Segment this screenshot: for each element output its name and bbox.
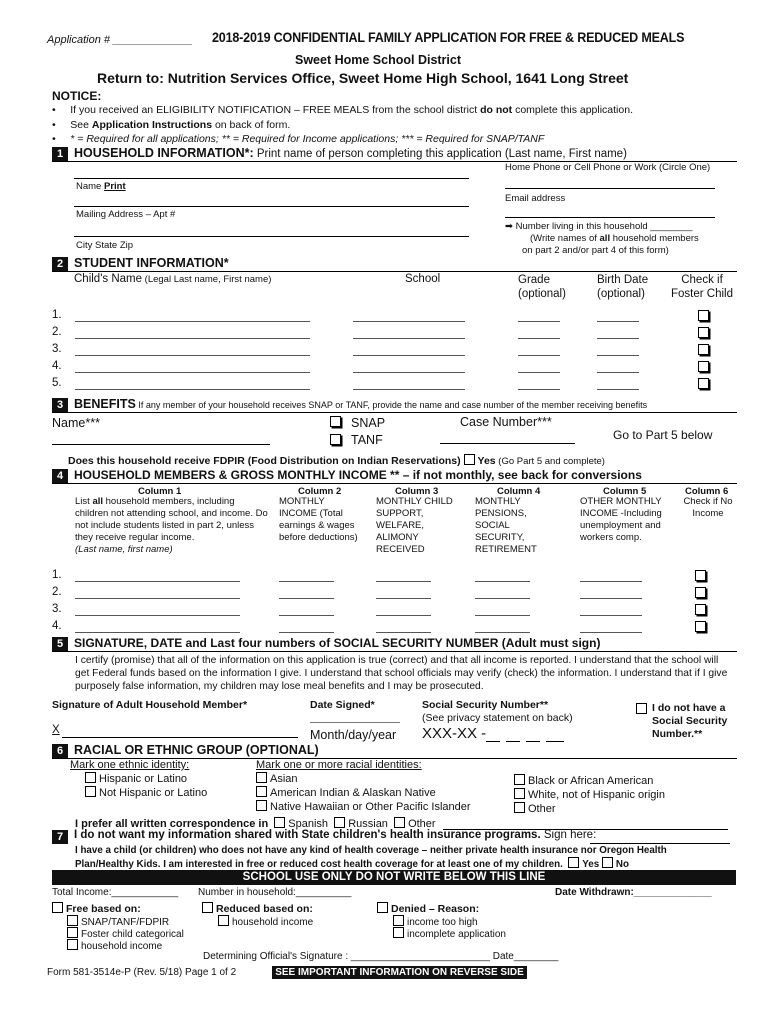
birth-date-field[interactable] [597,321,639,322]
ethnic-option-1[interactable]: Hispanic or Latino [85,772,187,785]
reduced-checkbox[interactable] [202,902,213,913]
other-income-field[interactable] [580,598,642,599]
checkbox[interactable] [256,800,267,811]
ssn-note: (See privacy statement on back) [422,712,573,724]
child-name-field[interactable] [75,338,310,339]
birth-date-field[interactable] [597,355,639,356]
racial-option-asian[interactable]: Asian [256,772,298,785]
notice-item-2: • See Application Instructions on back of form. [52,119,291,131]
child-name-field[interactable] [75,372,310,373]
checkbox[interactable] [393,915,404,926]
mailing-address-field[interactable] [74,206,469,207]
member-name-field[interactable] [75,632,240,633]
grade-field[interactable] [518,321,560,322]
pension-field[interactable] [475,581,530,582]
grade-header: Grade (optional) [518,274,566,300]
row-number: 2. [52,586,62,598]
col6-desc: Check if No Income [683,496,733,519]
checkbox[interactable] [85,772,96,783]
foster-checkbox[interactable] [698,378,709,389]
free-item-3: household income [67,939,162,952]
foster-checkbox[interactable] [698,344,709,355]
col2-desc: MONTHLY INCOME (Total earnings & wages before deductions) [279,496,358,543]
child-coverage-line-2: Plan/Healthy Kids. I am interested in free or reduced cost health coverage for at least one of my children. Yes No [75,859,629,870]
russian-checkbox[interactable] [334,817,345,828]
checkbox[interactable] [85,786,96,797]
col1-desc: List all household members, including children not attending school, and income. Do not include students listed in part 2, unless they receive regular income. (Last name, first name) [75,496,268,555]
racial-option-black[interactable]: Black or African American [514,774,653,787]
section-7-header [52,830,737,844]
school-field[interactable] [353,372,465,373]
ethnic-option-2[interactable]: Not Hispanic or Latino [85,786,207,799]
date-withdrawn: Date Withdrawn:______________ [555,887,712,898]
checkbox[interactable] [218,915,229,926]
notice-label: NOTICE: [52,89,102,103]
write-names-note: (Write names of all household members [530,233,699,244]
denied-item-2: incomplete application [393,927,506,940]
coverage-yes-checkbox[interactable] [568,857,579,868]
section-number: 2 [52,257,68,271]
ssn-digit-4[interactable] [546,741,564,742]
other-income-field[interactable] [580,581,642,582]
col4-desc: MONTHLY PENSIONS, SOCIAL SECURITY, RETIREMENT [475,496,537,555]
language-preference: I prefer all written correspondence in Spanish Russian Other [75,818,436,830]
section-number: 4 [52,469,68,483]
col5-header: Column 5 [603,486,647,497]
snap-checkbox[interactable] [330,416,341,427]
reverse-notice: SEE IMPORTANT INFORMATION ON REVERSE SIDE [272,966,527,979]
checkbox[interactable] [67,915,78,926]
col6-header: Column 6 [685,486,729,497]
section-2-header [52,257,737,272]
determining-official: Determining Official's Signature : _________________________ Date________ [203,951,559,962]
section-title: SIGNATURE, DATE and Last four numbers of SOCIAL SECURITY NUMBER (Adult must sign) [74,636,601,650]
no-share-signature-field[interactable] [590,843,730,844]
other-income-field[interactable] [580,615,642,616]
tanf-checkbox[interactable] [330,434,341,445]
school-use-banner: SCHOOL USE ONLY DO NOT WRITE BELOW THIS LINE [52,870,736,885]
grade-field[interactable] [518,372,560,373]
notice-item-3: • * = Required for all applications; ** = Required for Income applications; *** = Required for SNAP/TANF [52,133,545,145]
date-signed-field[interactable] [310,722,400,723]
write-names-note-2: on part 2 and/or part 4 of this form) [522,245,669,256]
col5-desc: OTHER MONTHLY INCOME -Including unemployment and workers comp. [580,496,662,543]
no-income-checkbox[interactable] [695,621,706,632]
free-based-on: Free based on: [52,902,141,915]
section-number: 6 [52,744,68,758]
goto-part5: Go to Part 5 below [613,428,713,442]
grade-field[interactable] [518,355,560,356]
child-coverage-line-1: I have a child (or children) who does not have any kind of health coverage – neither private health insurance nor Oregon Health [75,845,667,856]
number-living: ➡ Number living in this household ________ [505,221,693,232]
school-field[interactable] [353,355,465,356]
phone-field[interactable] [505,188,715,189]
number-in-household: Number in household:__________ [198,887,352,898]
school-field[interactable] [353,338,465,339]
date-signed-label: Date Signed* [310,699,375,711]
reduced-item-1: household income [218,915,313,928]
ssn-digit-2[interactable] [506,741,520,742]
certification-text: I certify (promise) that all of the information on this application is true (correct) and that all income is reported. I understand that the school will get Federal funds based on the information I give. I understand that school officials may verify (check) the information. I understand that if I give purposely false information, my children may lose meal benefits and I may be prosecuted. [75,655,728,692]
case-number-label: Case Number*** [460,415,552,429]
tanf-label: TANF [351,433,383,447]
no-income-checkbox[interactable] [695,587,706,598]
row-number: 2. [52,326,62,338]
foster-header: Check if Foster Child [671,274,733,300]
pension-field[interactable] [475,615,530,616]
signature-x: X [52,724,60,736]
section-title: STUDENT INFORMATION* [74,256,229,270]
section-title: I do not want my information shared with State children's health insurance programs. Sign here: [74,829,597,841]
col3-header: Column 3 [395,486,439,497]
form-title: 2018-2019 CONFIDENTIAL FAMILY APPLICATION FOR FREE & REDUCED MEALS [212,30,685,45]
checkbox[interactable] [514,788,525,799]
row-number: 5. [52,377,62,389]
section-number: 7 [52,830,68,844]
pension-field[interactable] [475,632,530,633]
row-number: 1. [52,309,62,321]
grade-field[interactable] [518,389,560,390]
denied-checkbox[interactable] [377,902,388,913]
no-income-checkbox[interactable] [695,604,706,615]
email-field[interactable] [505,217,715,218]
no-income-checkbox[interactable] [695,570,706,581]
child-name-field[interactable] [75,389,310,390]
racial-option-white[interactable]: White, not of Hispanic origin [514,788,665,801]
benefit-name-label: Name*** [52,416,100,430]
city-field[interactable] [74,236,469,237]
checkbox[interactable] [514,802,525,813]
col3-desc: MONTHLY CHILD SUPPORT, WELFARE, ALIMONY RECEIVED [376,496,453,555]
row-number: 4. [52,360,62,372]
section-title: BENEFITS If any member of your household receives SNAP or TANF, provide the name and case number of the member receiving benefits [74,397,648,411]
racial-header: Mark one or more racial identities: [256,759,422,771]
application-number: Application # _____________ [47,34,193,46]
checkbox[interactable] [256,772,267,783]
section-title: RACIAL OR ETHNIC GROUP (OPTIONAL) [74,743,319,757]
birth-date-field[interactable] [597,372,639,373]
benefit-name-field[interactable] [52,444,270,445]
city-label: City State Zip [76,240,134,251]
monthly-income-field[interactable] [279,632,334,633]
ethnic-header: Mark one ethnic identity: [70,759,190,771]
total-income: Total Income:____________ [52,887,179,898]
col2-header: Column 2 [298,486,342,497]
checkbox[interactable] [514,774,525,785]
col1-header: Column 1 [138,486,182,497]
name-field[interactable] [74,178,469,179]
section-number: 5 [52,637,68,651]
coverage-no-checkbox[interactable] [602,857,613,868]
child-name-field[interactable] [75,321,310,322]
checkbox[interactable] [256,786,267,797]
no-ssn-checkbox[interactable] [636,703,647,714]
child-support-field[interactable] [376,615,431,616]
child-support-field[interactable] [376,598,431,599]
signature-label: Signature of Adult Household Member* [52,699,248,711]
section-title: HOUSEHOLD INFORMATION*: Print name of person completing this application (Last name, First name) [74,146,627,160]
monthly-income-field[interactable] [279,598,334,599]
foster-checkbox[interactable] [698,327,709,338]
member-name-field[interactable] [75,598,240,599]
child-name-header: Child's Name (Legal Last name, First name) [74,273,272,285]
other-income-field[interactable] [580,632,642,633]
notice-item-1: • If you received an ELIGIBILITY NOTIFICATION – FREE MEALS from the school district do not complete this application. [52,104,633,116]
district-name: Sweet Home School District [295,53,462,67]
arrow-icon: ➡ [505,221,513,232]
birth-date-field[interactable] [597,338,639,339]
section-3-header [52,398,737,413]
signature-field[interactable] [62,737,298,738]
child-support-field[interactable] [376,632,431,633]
school-field[interactable] [353,389,465,390]
member-name-field[interactable] [75,615,240,616]
ssn-digit-3[interactable] [526,741,540,742]
section-1-header [52,147,737,162]
row-number: 4. [52,620,62,632]
row-number: 3. [52,603,62,615]
mailing-label: Mailing Address – Apt # [76,209,176,220]
foster-checkbox[interactable] [698,361,709,372]
email-label: Email address [505,193,566,204]
monthly-income-field[interactable] [279,615,334,616]
ssn-format: XXX-XX - [422,725,487,742]
free-item-2: Foster child categorical [67,927,184,940]
free-item-1: SNAP/TANF/FDPIR [67,915,169,928]
reduced-based-on: Reduced based on: [202,902,313,915]
section-5-header [52,637,737,652]
birth-date-field[interactable] [597,389,639,390]
birth-header: Birth Date (optional) [597,274,649,300]
snap-label: SNAP [351,416,386,430]
denied-item-1: income too high [393,915,478,928]
school-field[interactable] [353,321,465,322]
denied-reason: Denied – Reason: [377,902,479,915]
phone-label: Home Phone or Cell Phone or Work (Circle One) [505,162,711,173]
row-number: 1. [52,569,62,581]
child-name-field[interactable] [75,355,310,356]
no-ssn-label: I do not have a Social Security Number.** [652,702,728,740]
free-checkbox[interactable] [52,902,63,913]
member-name-field[interactable] [75,581,240,582]
name-label: Name Print [76,181,126,192]
ssn-label: Social Security Number** [422,699,549,711]
checkbox[interactable] [67,939,78,950]
fdpir-question: Does this household receive FDPIR (Food Distribution on Indian Reservations) Yes (Go Part 5 and complete) [68,455,605,467]
col4-header: Column 4 [497,486,541,497]
checkbox[interactable] [393,927,404,938]
section-title: HOUSEHOLD MEMBERS & GROSS MONTHLY INCOME ** – if not monthly, see back for conversions [74,468,642,482]
grade-field[interactable] [518,338,560,339]
form-number: Form 581-3514e-P (Rev. 5/18) Page 1 of 2 [47,967,237,978]
section-4-header [52,469,737,484]
ssn-digit-1[interactable] [486,741,500,742]
foster-checkbox[interactable] [698,310,709,321]
section-6-header [52,744,737,759]
row-number: 3. [52,343,62,355]
monthly-income-field[interactable] [279,581,334,582]
child-support-field[interactable] [376,581,431,582]
date-format: Month/day/year [310,728,397,742]
other-language-checkbox[interactable] [394,817,405,828]
school-header: School [405,273,441,285]
return-address: Return to: Nutrition Services Office, Sweet Home High School, 1641 Long Street [97,70,629,86]
pension-field[interactable] [475,598,530,599]
case-number-field[interactable] [440,443,575,444]
section-number: 3 [52,398,68,412]
racial-option-native[interactable]: American Indian & Alaskan Native [256,786,436,799]
checkbox[interactable] [67,927,78,938]
racial-option-pacific[interactable]: Native Hawaiian or Other Pacific Islander [256,800,471,813]
section-number: 1 [52,147,68,161]
spanish-checkbox[interactable] [274,817,285,828]
racial-option-other[interactable]: Other [514,802,556,815]
fdpir-yes-checkbox[interactable] [464,454,475,465]
